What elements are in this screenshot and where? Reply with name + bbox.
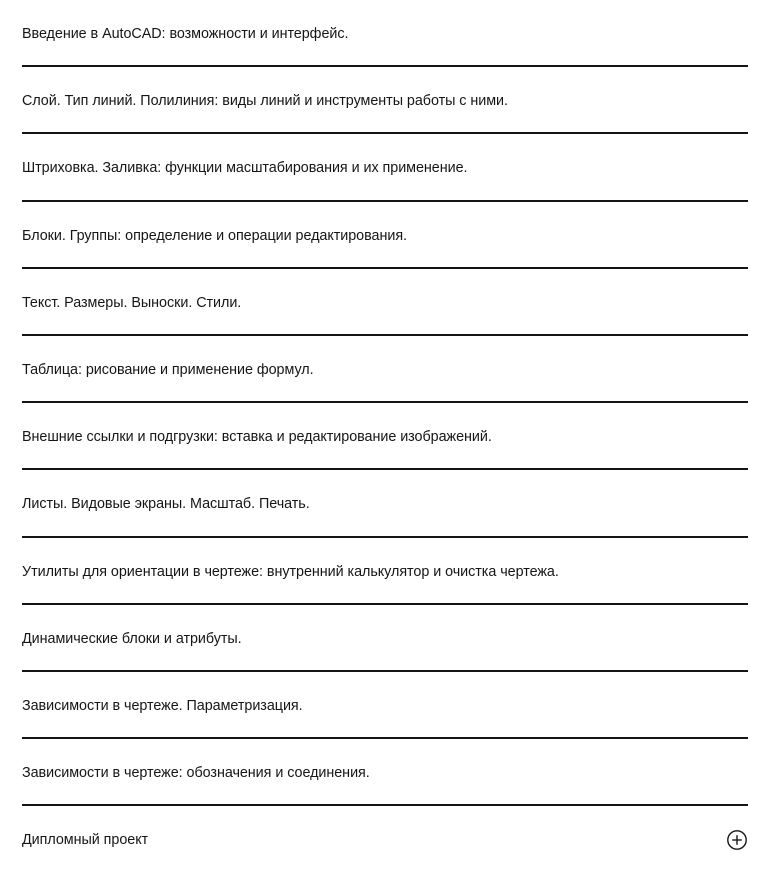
lesson-title: Зависимости в чертеже. Параметризация.	[22, 696, 303, 714]
lesson-row[interactable]	[0, 672, 770, 739]
lesson-title: Утилиты для ориентации в чертеже: внутренний калькулятор и очистка чертежа.	[22, 562, 559, 580]
lesson-row[interactable]	[0, 538, 770, 605]
lesson-title: Блоки. Группы: определение и операции редактирования.	[22, 226, 407, 244]
lesson-title: Слой. Тип линий. Полилиния: виды линий и инструменты работы с ними.	[22, 92, 508, 110]
lesson-title: Таблица: рисование и применение формул.	[22, 361, 314, 379]
lesson-row[interactable]	[0, 134, 770, 201]
lesson-row[interactable]	[0, 605, 770, 672]
lesson-row[interactable]	[0, 67, 770, 134]
lesson-row[interactable]	[0, 269, 770, 336]
lesson-title: Текст. Размеры. Выноски. Стили.	[22, 293, 242, 311]
lesson-title: Зависимости в чертеже: обозначения и соединения.	[22, 764, 370, 782]
lesson-row[interactable]	[0, 470, 770, 537]
lesson-title: Штриховка. Заливка: функции масштабирования и их применение.	[22, 159, 468, 177]
lesson-row[interactable]	[0, 403, 770, 470]
lesson-row[interactable]	[0, 739, 770, 806]
lesson-title: Листы. Видовые экраны. Масштаб. Печать.	[22, 495, 310, 513]
lesson-row[interactable]	[0, 336, 770, 403]
lesson-row[interactable]	[0, 202, 770, 269]
final-project-title: Дипломный проект	[22, 831, 149, 849]
lesson-row[interactable]	[0, 0, 770, 67]
lesson-title: Введение в AutoCAD: возможности и интерфейс.	[22, 25, 349, 43]
lesson-title: Внешние ссылки и подгрузки: вставка и редактирование изображений.	[22, 428, 492, 446]
lesson-title: Динамические блоки и атрибуты.	[22, 629, 242, 647]
plus-circle-icon[interactable]	[726, 829, 748, 851]
